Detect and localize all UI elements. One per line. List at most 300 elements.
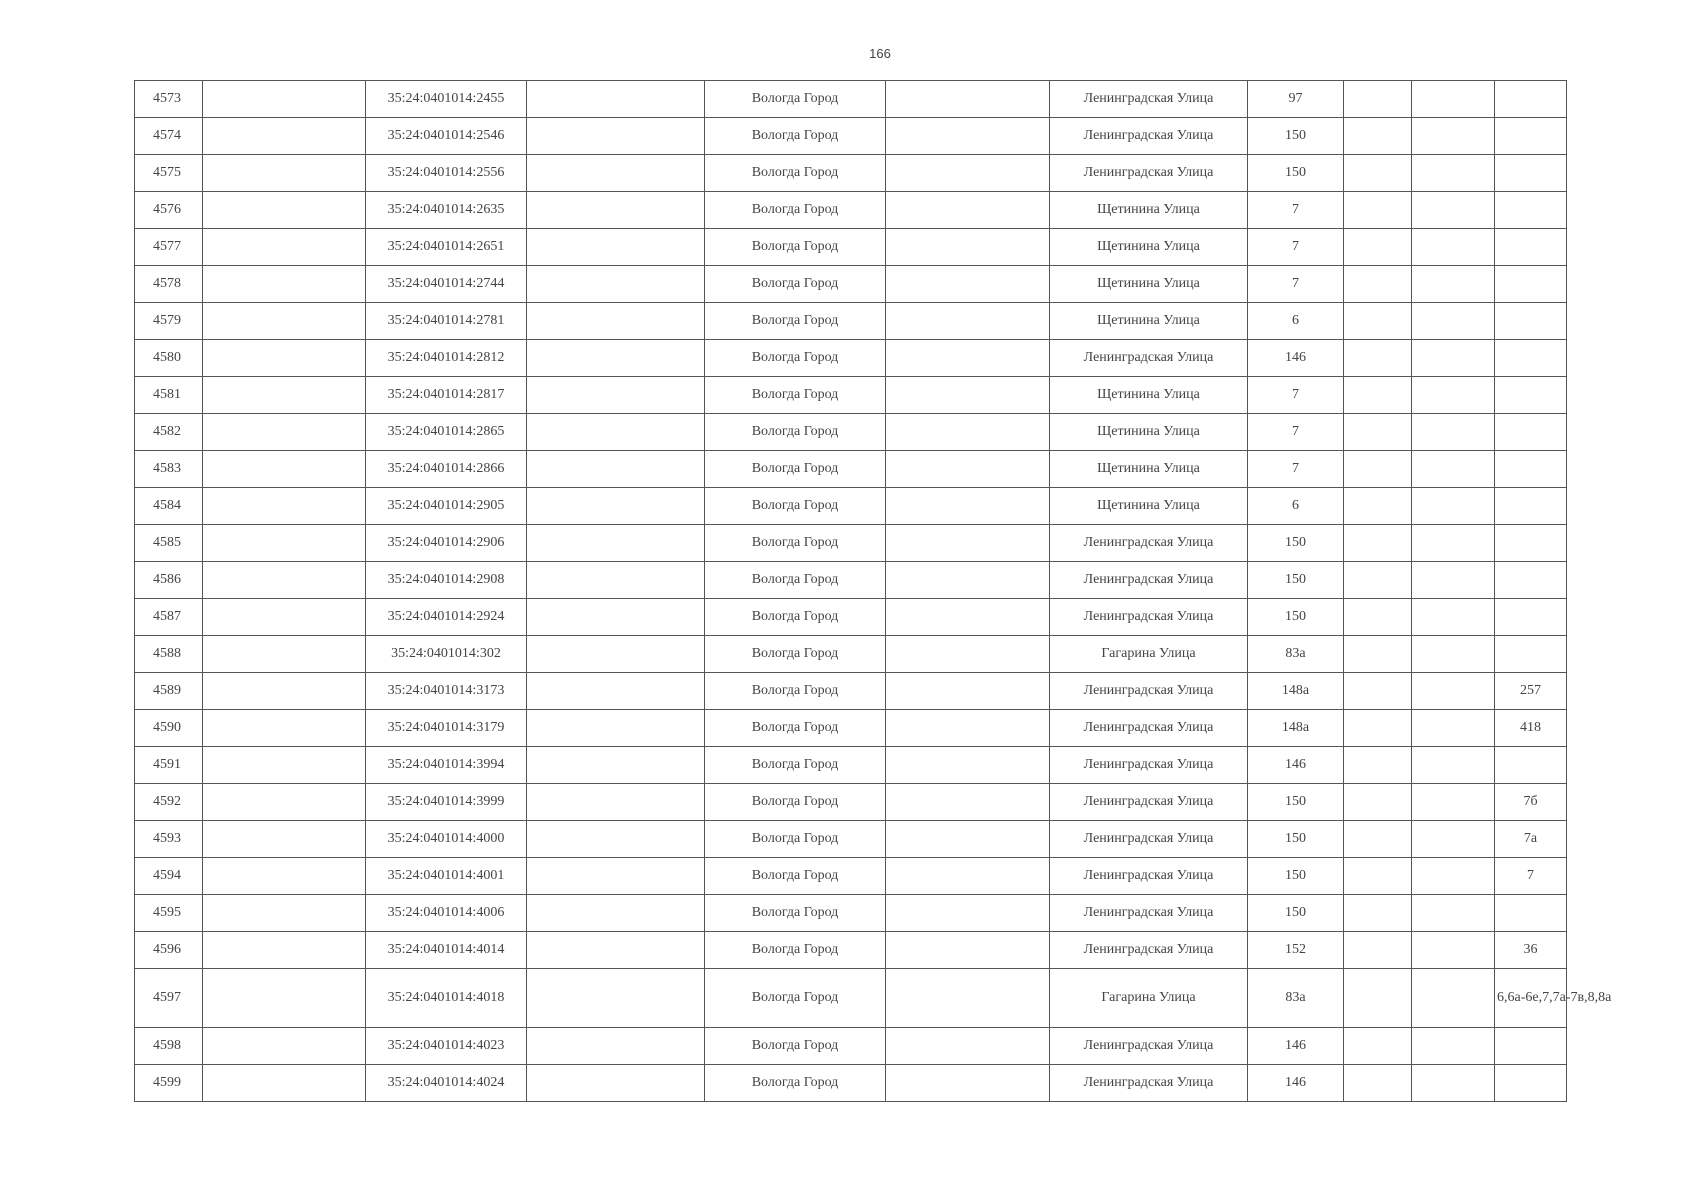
premises-number-cell	[1495, 303, 1567, 340]
empty-cell	[527, 303, 705, 340]
empty-cell	[203, 377, 366, 414]
empty-cell	[1412, 1065, 1495, 1102]
house-number-cell: 150	[1248, 525, 1344, 562]
city-cell: Вологда Город	[705, 747, 886, 784]
empty-cell	[1344, 710, 1412, 747]
empty-cell	[527, 821, 705, 858]
street-cell: Ленинградская Улица	[1050, 155, 1248, 192]
empty-cell	[1344, 599, 1412, 636]
row-number-cell: 4599	[135, 1065, 203, 1102]
empty-cell	[527, 118, 705, 155]
empty-cell	[886, 192, 1050, 229]
house-number-cell: 148а	[1248, 673, 1344, 710]
cadastral-number-cell: 35:24:0401014:3179	[366, 710, 527, 747]
empty-cell	[527, 192, 705, 229]
empty-cell	[527, 266, 705, 303]
premises-number-cell	[1495, 192, 1567, 229]
table-row	[135, 562, 1567, 599]
empty-cell	[1344, 636, 1412, 673]
empty-cell	[527, 673, 705, 710]
empty-cell	[1344, 1028, 1412, 1065]
empty-cell	[527, 525, 705, 562]
empty-cell	[886, 747, 1050, 784]
table-row	[135, 155, 1567, 192]
empty-cell	[527, 1028, 705, 1065]
empty-cell	[1344, 747, 1412, 784]
empty-cell	[1344, 414, 1412, 451]
empty-cell	[1412, 118, 1495, 155]
street-cell: Ленинградская Улица	[1050, 525, 1248, 562]
house-number-cell: 7	[1248, 266, 1344, 303]
empty-cell	[886, 451, 1050, 488]
empty-cell	[886, 784, 1050, 821]
cadastral-number-cell: 35:24:0401014:4023	[366, 1028, 527, 1065]
empty-cell	[203, 303, 366, 340]
empty-cell	[1344, 895, 1412, 932]
empty-cell	[203, 747, 366, 784]
table-row	[135, 784, 1567, 821]
city-cell: Вологда Город	[705, 81, 886, 118]
empty-cell	[886, 303, 1050, 340]
table-row	[135, 229, 1567, 266]
premises-number-cell	[1495, 1065, 1567, 1102]
empty-cell	[886, 821, 1050, 858]
premises-number-cell	[1495, 1028, 1567, 1065]
table-body	[135, 81, 1612, 1102]
empty-cell	[203, 488, 366, 525]
empty-cell	[1412, 895, 1495, 932]
cadastral-number-cell: 35:24:0401014:2651	[366, 229, 527, 266]
house-number-cell: 7	[1248, 451, 1344, 488]
city-cell: Вологда Город	[705, 710, 886, 747]
cadastral-number-cell: 35:24:0401014:2744	[366, 266, 527, 303]
table-row	[135, 266, 1567, 303]
row-number-cell: 4591	[135, 747, 203, 784]
row-number-cell: 4573	[135, 81, 203, 118]
empty-cell	[1412, 636, 1495, 673]
cadastral-number-cell: 35:24:0401014:2817	[366, 377, 527, 414]
empty-cell	[886, 525, 1050, 562]
street-cell: Щетинина Улица	[1050, 488, 1248, 525]
table-row	[135, 414, 1567, 451]
row-number-cell: 4593	[135, 821, 203, 858]
empty-cell	[886, 1028, 1050, 1065]
empty-cell	[1412, 340, 1495, 377]
cadastral-number-cell: 35:24:0401014:4000	[366, 821, 527, 858]
city-cell: Вологда Город	[705, 969, 886, 1028]
table-row	[135, 377, 1567, 414]
city-cell: Вологда Город	[705, 303, 886, 340]
row-number-cell: 4576	[135, 192, 203, 229]
empty-cell	[886, 266, 1050, 303]
empty-cell	[203, 451, 366, 488]
row-number-cell: 4590	[135, 710, 203, 747]
empty-cell	[886, 599, 1050, 636]
empty-cell	[203, 710, 366, 747]
empty-cell	[1344, 858, 1412, 895]
row-number-cell: 4578	[135, 266, 203, 303]
empty-cell	[1344, 192, 1412, 229]
empty-cell	[886, 155, 1050, 192]
cadastral-number-cell: 35:24:0401014:3999	[366, 784, 527, 821]
empty-cell	[527, 636, 705, 673]
row-number-cell: 4594	[135, 858, 203, 895]
cadastral-number-cell: 35:24:0401014:2781	[366, 303, 527, 340]
row-number-cell: 4581	[135, 377, 203, 414]
cadastral-number-cell: 35:24:0401014:2812	[366, 340, 527, 377]
house-number-cell: 146	[1248, 340, 1344, 377]
row-number-cell: 4595	[135, 895, 203, 932]
empty-cell	[527, 932, 705, 969]
empty-cell	[886, 340, 1050, 377]
empty-cell	[527, 451, 705, 488]
empty-cell	[1412, 821, 1495, 858]
street-cell: Щетинина Улица	[1050, 377, 1248, 414]
empty-cell	[1344, 229, 1412, 266]
street-cell: Ленинградская Улица	[1050, 1065, 1248, 1102]
empty-cell	[886, 673, 1050, 710]
premises-number-cell	[1495, 895, 1567, 932]
empty-cell	[886, 895, 1050, 932]
empty-cell	[1412, 229, 1495, 266]
house-number-cell: 150	[1248, 118, 1344, 155]
city-cell: Вологда Город	[705, 562, 886, 599]
premises-number-cell: 6,6а-6е,7,7а-7в,8,8а	[1495, 969, 1567, 1028]
empty-cell	[203, 636, 366, 673]
empty-cell	[886, 710, 1050, 747]
premises-number-cell	[1495, 155, 1567, 192]
city-cell: Вологда Город	[705, 266, 886, 303]
empty-cell	[1344, 377, 1412, 414]
empty-cell	[203, 192, 366, 229]
premises-number-cell: 257	[1495, 673, 1567, 710]
city-cell: Вологда Город	[705, 229, 886, 266]
table-row	[135, 1028, 1567, 1065]
city-cell: Вологда Город	[705, 451, 886, 488]
city-cell: Вологда Город	[705, 340, 886, 377]
premises-number-cell: 7	[1495, 858, 1567, 895]
premises-number-cell	[1495, 599, 1567, 636]
cadastral-number-cell: 35:24:0401014:3994	[366, 747, 527, 784]
street-cell: Щетинина Улица	[1050, 414, 1248, 451]
row-number-cell: 4586	[135, 562, 203, 599]
table-row	[135, 932, 1567, 969]
empty-cell	[1344, 118, 1412, 155]
premises-number-cell: 36	[1495, 932, 1567, 969]
cadastral-number-cell: 35:24:0401014:2924	[366, 599, 527, 636]
empty-cell	[1412, 303, 1495, 340]
city-cell: Вологда Город	[705, 673, 886, 710]
empty-cell	[203, 414, 366, 451]
empty-cell	[1344, 969, 1412, 1028]
empty-cell	[203, 1028, 366, 1065]
row-number-cell: 4587	[135, 599, 203, 636]
empty-cell	[886, 636, 1050, 673]
empty-cell	[527, 81, 705, 118]
empty-cell	[1412, 451, 1495, 488]
row-number-cell: 4589	[135, 673, 203, 710]
cadastral-number-cell: 35:24:0401014:2556	[366, 155, 527, 192]
empty-cell	[1344, 1065, 1412, 1102]
table-row	[135, 525, 1567, 562]
empty-cell	[1412, 1028, 1495, 1065]
cadastral-number-cell: 35:24:0401014:4006	[366, 895, 527, 932]
empty-cell	[1412, 377, 1495, 414]
street-cell: Ленинградская Улица	[1050, 710, 1248, 747]
street-cell: Щетинина Улица	[1050, 303, 1248, 340]
city-cell: Вологда Город	[705, 488, 886, 525]
table-row	[135, 747, 1567, 784]
empty-cell	[527, 377, 705, 414]
premises-number-cell	[1495, 488, 1567, 525]
cadastral-number-cell: 35:24:0401014:2455	[366, 81, 527, 118]
empty-cell	[203, 340, 366, 377]
row-number-cell: 4592	[135, 784, 203, 821]
empty-cell	[203, 821, 366, 858]
cadastral-number-cell: 35:24:0401014:302	[366, 636, 527, 673]
empty-cell	[203, 599, 366, 636]
empty-cell	[203, 229, 366, 266]
cadastral-number-cell: 35:24:0401014:2865	[366, 414, 527, 451]
empty-cell	[203, 266, 366, 303]
empty-cell	[203, 118, 366, 155]
street-cell: Ленинградская Улица	[1050, 118, 1248, 155]
house-number-cell: 6	[1248, 303, 1344, 340]
city-cell: Вологда Город	[705, 636, 886, 673]
empty-cell	[527, 710, 705, 747]
city-cell: Вологда Город	[705, 599, 886, 636]
city-cell: Вологда Город	[705, 1028, 886, 1065]
empty-cell	[203, 1065, 366, 1102]
empty-cell	[527, 1065, 705, 1102]
empty-cell	[1412, 562, 1495, 599]
street-cell: Ленинградская Улица	[1050, 340, 1248, 377]
street-cell: Ленинградская Улица	[1050, 784, 1248, 821]
street-cell: Ленинградская Улица	[1050, 599, 1248, 636]
house-number-cell: 83а	[1248, 969, 1344, 1028]
house-number-cell: 83а	[1248, 636, 1344, 673]
empty-cell	[527, 784, 705, 821]
city-cell: Вологда Город	[705, 525, 886, 562]
table-row	[135, 303, 1567, 340]
cadastral-number-cell: 35:24:0401014:2905	[366, 488, 527, 525]
cadastral-number-cell: 35:24:0401014:3173	[366, 673, 527, 710]
street-cell: Ленинградская Улица	[1050, 562, 1248, 599]
empty-cell	[886, 118, 1050, 155]
empty-cell	[1412, 81, 1495, 118]
empty-cell	[1344, 562, 1412, 599]
house-number-cell: 150	[1248, 562, 1344, 599]
cadastral-number-cell: 35:24:0401014:4001	[366, 858, 527, 895]
empty-cell	[886, 229, 1050, 266]
page-number: 166	[869, 46, 891, 61]
city-cell: Вологда Город	[705, 414, 886, 451]
empty-cell	[886, 969, 1050, 1028]
house-number-cell: 7	[1248, 192, 1344, 229]
city-cell: Вологда Город	[705, 118, 886, 155]
house-number-cell: 150	[1248, 155, 1344, 192]
row-number-cell: 4584	[135, 488, 203, 525]
cadastral-number-cell: 35:24:0401014:2635	[366, 192, 527, 229]
empty-cell	[1344, 266, 1412, 303]
premises-number-cell	[1495, 340, 1567, 377]
table-row	[135, 81, 1567, 118]
city-cell: Вологда Город	[705, 895, 886, 932]
row-number-cell: 4585	[135, 525, 203, 562]
empty-cell	[1412, 932, 1495, 969]
empty-cell	[527, 747, 705, 784]
empty-cell	[527, 895, 705, 932]
table-row	[135, 118, 1567, 155]
street-cell: Ленинградская Улица	[1050, 821, 1248, 858]
empty-cell	[886, 858, 1050, 895]
premises-number-cell: 7б	[1495, 784, 1567, 821]
house-number-cell: 150	[1248, 821, 1344, 858]
premises-number-cell	[1495, 229, 1567, 266]
empty-cell	[1412, 266, 1495, 303]
empty-cell	[1412, 525, 1495, 562]
table-row	[135, 451, 1567, 488]
empty-cell	[1344, 821, 1412, 858]
house-number-cell: 150	[1248, 784, 1344, 821]
empty-cell	[527, 229, 705, 266]
house-number-cell: 7	[1248, 414, 1344, 451]
empty-cell	[1412, 673, 1495, 710]
street-cell: Ленинградская Улица	[1050, 895, 1248, 932]
cadastral-number-cell: 35:24:0401014:4014	[366, 932, 527, 969]
empty-cell	[1412, 969, 1495, 1028]
city-cell: Вологда Город	[705, 858, 886, 895]
empty-cell	[527, 488, 705, 525]
cadastral-number-cell: 35:24:0401014:2866	[366, 451, 527, 488]
city-cell: Вологда Город	[705, 1065, 886, 1102]
row-number-cell: 4597	[135, 969, 203, 1028]
house-number-cell: 97	[1248, 81, 1344, 118]
premises-number-cell	[1495, 377, 1567, 414]
street-cell: Щетинина Улица	[1050, 229, 1248, 266]
empty-cell	[203, 784, 366, 821]
table-row	[135, 340, 1567, 377]
empty-cell	[1344, 81, 1412, 118]
house-number-cell: 148а	[1248, 710, 1344, 747]
street-cell: Щетинина Улица	[1050, 192, 1248, 229]
cadastral-number-cell: 35:24:0401014:4024	[366, 1065, 527, 1102]
empty-cell	[1412, 747, 1495, 784]
house-number-cell: 7	[1248, 229, 1344, 266]
premises-number-cell	[1495, 81, 1567, 118]
table-row	[135, 858, 1567, 895]
empty-cell	[527, 858, 705, 895]
street-cell: Ленинградская Улица	[1050, 1028, 1248, 1065]
street-cell: Ленинградская Улица	[1050, 932, 1248, 969]
empty-cell	[203, 81, 366, 118]
empty-cell	[1412, 858, 1495, 895]
empty-cell	[1344, 340, 1412, 377]
empty-cell	[203, 673, 366, 710]
empty-cell	[527, 155, 705, 192]
city-cell: Вологда Город	[705, 192, 886, 229]
empty-cell	[886, 488, 1050, 525]
house-number-cell: 146	[1248, 1065, 1344, 1102]
row-number-cell: 4598	[135, 1028, 203, 1065]
empty-cell	[1344, 488, 1412, 525]
house-number-cell: 150	[1248, 895, 1344, 932]
empty-cell	[1412, 155, 1495, 192]
row-number-cell: 4575	[135, 155, 203, 192]
house-number-cell: 7	[1248, 377, 1344, 414]
empty-cell	[1344, 303, 1412, 340]
empty-cell	[886, 81, 1050, 118]
empty-cell	[886, 1065, 1050, 1102]
empty-cell	[1344, 525, 1412, 562]
house-number-cell: 6	[1248, 488, 1344, 525]
row-number-cell: 4580	[135, 340, 203, 377]
empty-cell	[886, 562, 1050, 599]
table-row	[135, 969, 1567, 1028]
premises-number-cell: 418	[1495, 710, 1567, 747]
empty-cell	[203, 525, 366, 562]
cadastral-number-cell: 35:24:0401014:2546	[366, 118, 527, 155]
empty-cell	[1344, 784, 1412, 821]
row-number-cell: 4596	[135, 932, 203, 969]
empty-cell	[886, 414, 1050, 451]
row-number-cell: 4582	[135, 414, 203, 451]
empty-cell	[886, 377, 1050, 414]
registry-table	[134, 80, 1612, 1102]
empty-cell	[527, 599, 705, 636]
house-number-cell: 146	[1248, 747, 1344, 784]
row-number-cell: 4588	[135, 636, 203, 673]
empty-cell	[527, 969, 705, 1028]
empty-cell	[886, 932, 1050, 969]
empty-cell	[203, 895, 366, 932]
table-row	[135, 1065, 1567, 1102]
empty-cell	[1344, 451, 1412, 488]
empty-cell	[1412, 710, 1495, 747]
cadastral-number-cell: 35:24:0401014:2908	[366, 562, 527, 599]
table-row	[135, 192, 1567, 229]
empty-cell	[527, 562, 705, 599]
empty-cell	[203, 155, 366, 192]
table-row	[135, 821, 1567, 858]
empty-cell	[527, 340, 705, 377]
cadastral-number-cell: 35:24:0401014:4018	[366, 969, 527, 1028]
empty-cell	[203, 969, 366, 1028]
street-cell: Ленинградская Улица	[1050, 673, 1248, 710]
table-row	[135, 710, 1567, 747]
empty-cell	[1344, 932, 1412, 969]
city-cell: Вологда Город	[705, 155, 886, 192]
row-number-cell: 4577	[135, 229, 203, 266]
street-cell: Щетинина Улица	[1050, 266, 1248, 303]
empty-cell	[527, 414, 705, 451]
street-cell: Ленинградская Улица	[1050, 747, 1248, 784]
table-row	[135, 673, 1567, 710]
city-cell: Вологда Город	[705, 821, 886, 858]
table-row	[135, 895, 1567, 932]
empty-cell	[1412, 784, 1495, 821]
empty-cell	[1412, 414, 1495, 451]
row-number-cell: 4574	[135, 118, 203, 155]
premises-number-cell	[1495, 636, 1567, 673]
empty-cell	[1344, 155, 1412, 192]
city-cell: Вологда Город	[705, 377, 886, 414]
premises-number-cell	[1495, 118, 1567, 155]
street-cell: Ленинградская Улица	[1050, 81, 1248, 118]
house-number-cell: 150	[1248, 599, 1344, 636]
table-row	[135, 636, 1567, 673]
house-number-cell: 150	[1248, 858, 1344, 895]
